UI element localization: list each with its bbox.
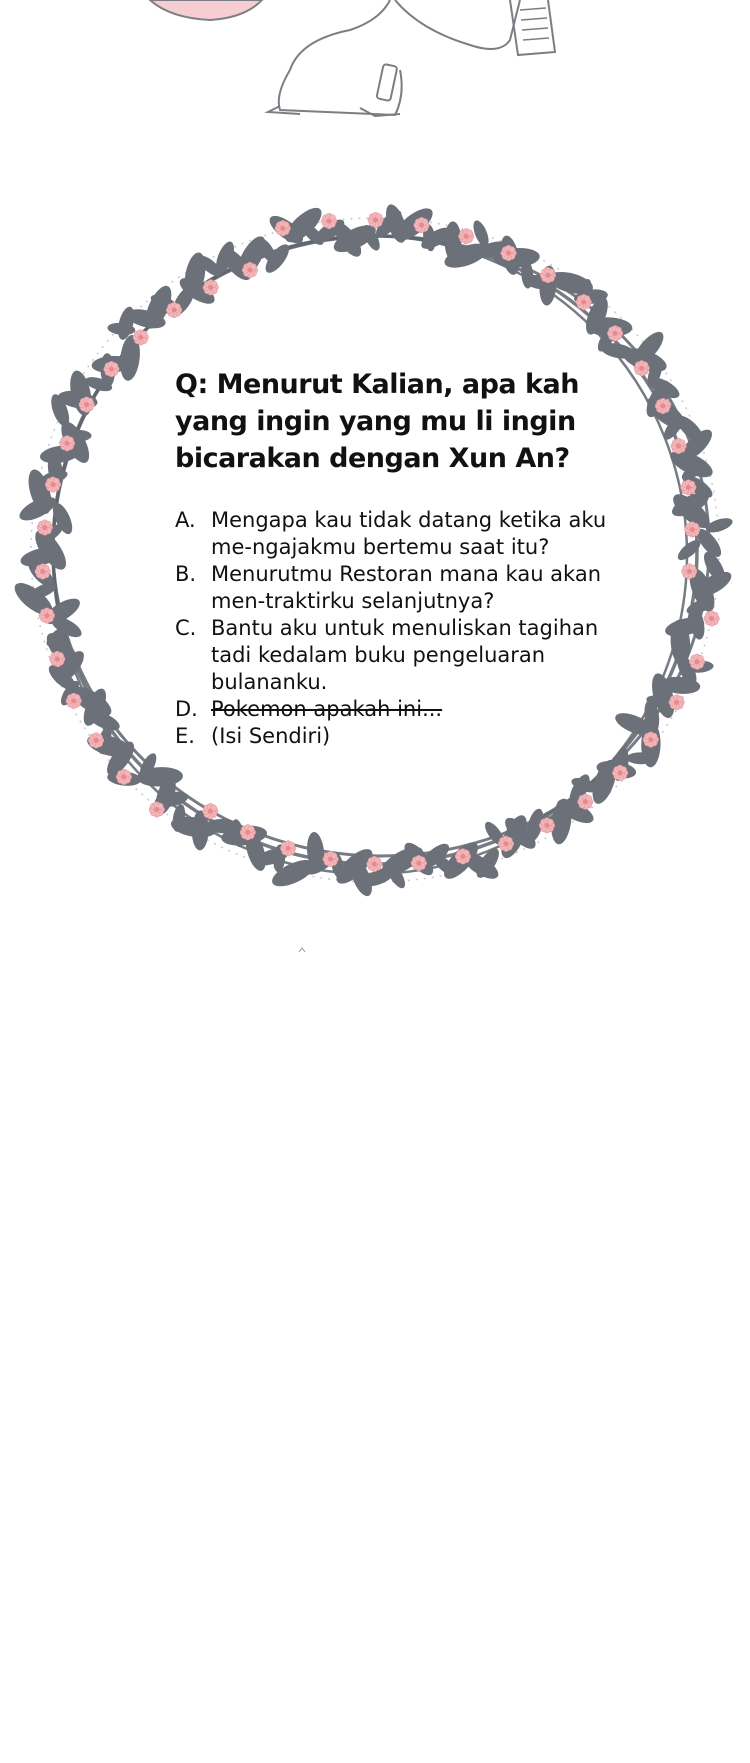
wreath-flower (35, 564, 50, 579)
wreath-flower (681, 480, 696, 495)
option-b (175, 561, 625, 615)
wreath-flower (275, 221, 290, 236)
wreath-flower (655, 398, 670, 413)
wreath-flower (203, 803, 218, 818)
option-e (175, 723, 625, 750)
option-text: Menurutmu Restoran mana kau akan men-traktirku selanjutnya? (211, 562, 602, 613)
wreath-flower (50, 651, 65, 666)
option-text: (Isi Sendiri) (211, 724, 331, 748)
wreath-flower (539, 818, 554, 833)
option-letter: D. (175, 697, 198, 721)
wreath-flower (414, 217, 429, 232)
wreath-flower (612, 765, 627, 780)
small-mark-icon (298, 947, 306, 953)
wreath-flower (682, 564, 697, 579)
option-letter: B. (175, 562, 197, 586)
wreath-flower (242, 262, 257, 277)
wreath-flower (133, 330, 148, 345)
option-letter: A. (175, 508, 196, 532)
option-letter: E. (175, 724, 195, 748)
option-text: Mengapa kau tidak datang ketika aku me-ngajakmu bertemu saat itu? (211, 508, 607, 559)
wreath-flower (45, 477, 60, 492)
wreath-flower (88, 733, 103, 748)
wreath-flower (501, 245, 516, 260)
wreath-flower (498, 836, 513, 851)
wreath-flower (368, 212, 383, 227)
wreath-flower (280, 841, 295, 856)
wreath-flower (607, 326, 622, 341)
wreath-flower (540, 267, 555, 282)
wreath-flower (704, 611, 719, 626)
character-sketch-illustration (0, 0, 750, 130)
wreath-flower (323, 851, 338, 866)
wreath-flower (578, 794, 593, 809)
quiz-question: Q: Menurut Kalian, apa kah yang ingin yang mu li ingin bicarakan dengan Xun An? (175, 369, 579, 474)
wreath-flower (37, 520, 52, 535)
wreath-flower (689, 654, 704, 669)
wreath-flower (367, 856, 382, 871)
wreath-flower (203, 280, 218, 295)
quiz-panel (175, 366, 625, 750)
option-a (175, 507, 625, 561)
wreath-flower (240, 825, 255, 840)
option-d (175, 696, 625, 723)
wreath-flower (455, 849, 470, 864)
wreath-flower (59, 436, 74, 451)
wreath-flower (576, 294, 591, 309)
wreath-flower (104, 361, 119, 376)
wreath-flower (321, 213, 336, 228)
wreath-flower (634, 361, 649, 376)
wreath-flower (149, 802, 164, 817)
wreath-flower (116, 769, 131, 784)
option-text-struck: Pokemon apakah ini... (211, 697, 443, 721)
option-letter: C. (175, 616, 197, 640)
wreath-flower (66, 693, 81, 708)
wreath-flower (166, 302, 181, 317)
wreath-flower (669, 695, 684, 710)
wreath-flower (685, 522, 700, 537)
wreath-flower (411, 855, 426, 870)
wreath-flower (79, 397, 94, 412)
wreath-flower (459, 229, 474, 244)
wreath-flower (643, 732, 658, 747)
answer-options (175, 507, 625, 750)
wreath-flower (39, 608, 54, 623)
option-c (175, 615, 625, 696)
option-text: Bantu aku untuk menuliskan tagihan tadi kedalam buku pengeluaran bulananku. (211, 616, 599, 694)
wreath-flower (671, 438, 686, 453)
